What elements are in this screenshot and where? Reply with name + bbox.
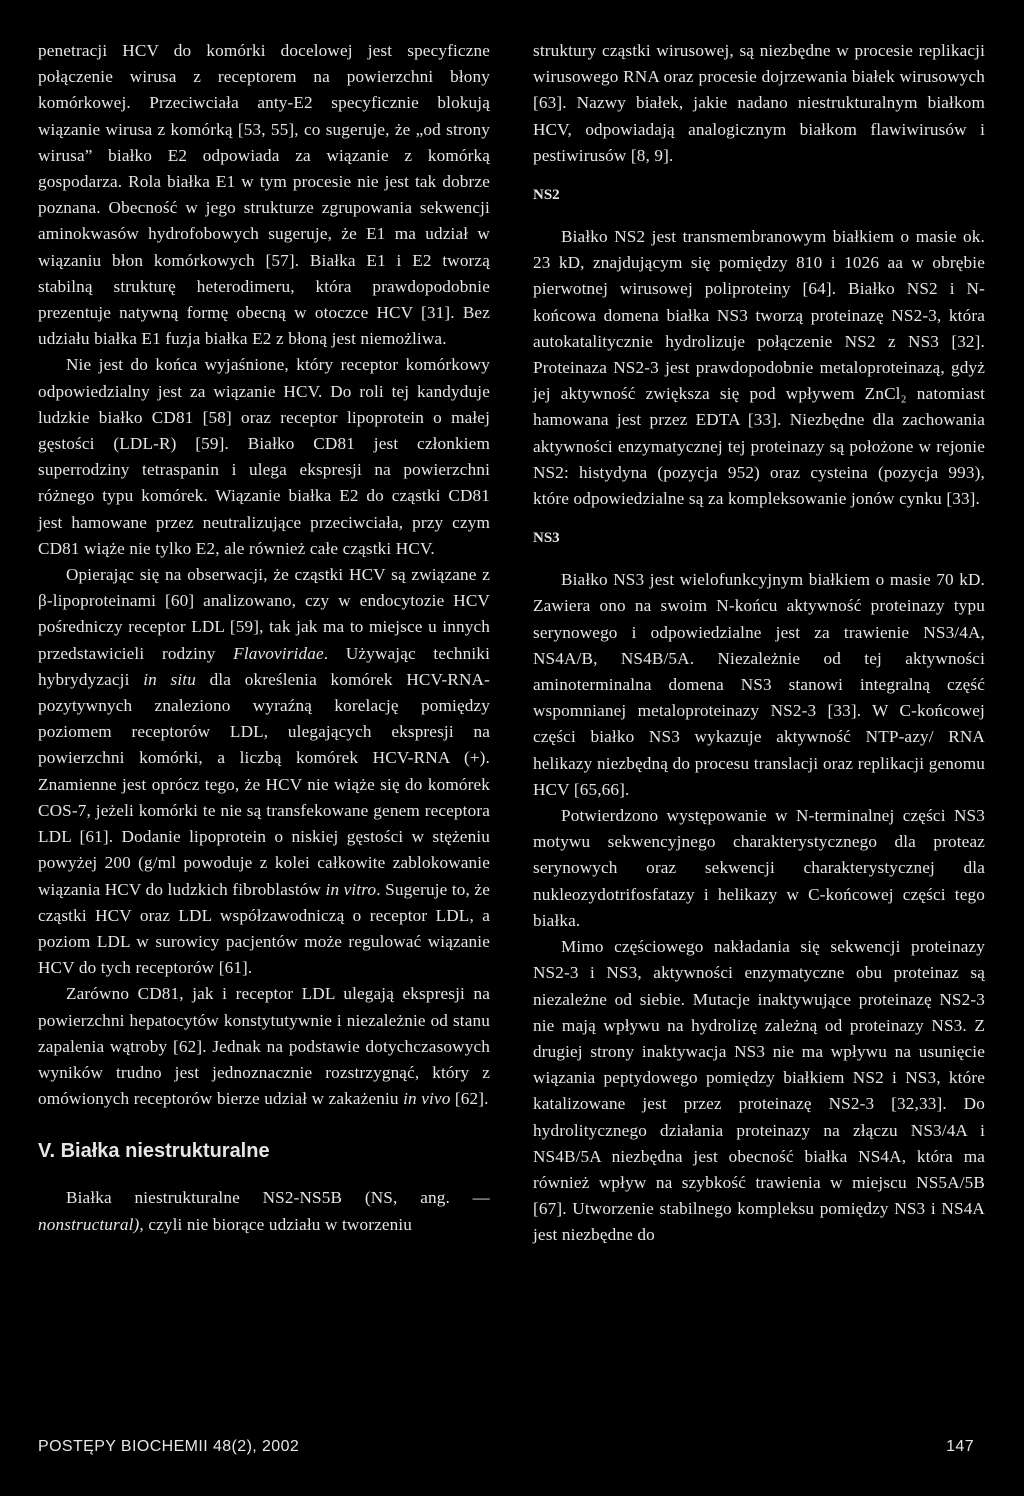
subsection-heading-ns3: NS3 xyxy=(533,530,560,547)
paragraph: Nie jest do końca wyjaśnione, który receptor komórkowy odpowiedzialny jest za wiązanie HCV. Do roli tej kandyduje ludzkie białko CD81 [58] oraz receptor lipoprotein o małej gęstości (LDL-R) [59]. Białko CD81 jest członkiem superrodziny tetraspanin i ulega ekspresji na powierzchni różnego typu komórek. Wiązanie białka E2 do cząstki CD81 jest hamowane przez neutralizujące przeciwciała, przy czym CD81 wiąże nie tylko E2, ale również całe cząstki HCV. xyxy=(38,355,490,558)
subsection-heading-ns2: NS2 xyxy=(533,187,560,204)
paragraph xyxy=(38,562,490,981)
paragraph: Potwierdzono występowanie w N-terminalnej części NS3 motywu sekwencyjnego charakterystycznego dla proteaz serynowych oraz sekwencji charakterystycznej dla nukleozydotrifosfatazy i helikazy w C-końcowej części tego białka. xyxy=(533,806,985,930)
text-run: Białka niestrukturalne NS2-NS5B (NS, ang. — xyxy=(66,1188,490,1208)
italic-term: in vitro xyxy=(325,879,377,899)
text-run: Opierając się na obserwacji, że cząstki HCV są związane z β-lipoproteinami [60] analizowano, czy w endocytozie HCV pośredniczy receptor LDL [59], tak jak ma to miejsce u innych przedstawicieli rodziny xyxy=(38,565,490,663)
text-run: , czyli nie biorące udziału w tworzeniu xyxy=(139,1214,413,1234)
italic-term: in vivo xyxy=(403,1089,451,1109)
paragraph: Białko NS3 jest wielofunkcyjnym białkiem o masie 70 kD. Zawiera ono na swoim N-końcu aktywność proteinazy typu serynowego i odpowiedzialne jest za trawienie NS3/4A, NS4A/B, NS4B/5A. Niezależnie od tej aktywności aminoterminalna domena NS3 stanowi integralną część wspomnianej metaloproteinazy NS2-3 [33]. W C-końcowej części białko NS3 wykazuje aktywność NTP-azy/ RNA helikazy niezbędną do procesu translacji oraz replikacji genomu HCV [65,66]. xyxy=(533,570,985,799)
italic-term: nonstructural) xyxy=(38,1214,140,1234)
italic-term: Flavoviridae xyxy=(233,643,324,663)
text-run: . Sugeruje to, że cząstki HCV oraz LDL współzawodniczą o receptor LDL, a poziom LDL w surowicy pacjentów może regulować wiązanie HCV do tych receptorów [61]. xyxy=(38,879,490,978)
paragraph: penetracji HCV do komórki docelowej jest specyficzne połączenie wirusa z receptorem na powierzchni błony komórkowej. Przeciwciała anty-E2 specyficznie blokują wiązanie wirusa z komórką [53, 55], co sugeruje, że „od strony wirusa” białko E2 odpowiada za wiązanie z komórką gospodarza. Rola białka E1 w tym procesie nie jest tak dobrze poznana. Obecność w jego strukturze zgrupowania sekwencji aminokwasów hydrofobowych sugeruje, że E1 ma udział w wiązaniu błon komórkowych [57]. Białka E1 i E2 tworzą stabilną strukturę heterodimeru, która prawdopodobnie prezentuje natywną formę obecną w otoczce HCV [31]. Bez udziału białka E1 fuzja białka E2 z błoną jest niemożliwa. xyxy=(38,41,490,349)
italic-term: in situ xyxy=(143,669,196,689)
paragraph: Mimo częściowego nakładania się sekwencji proteinazy NS2-3 i NS3, aktywności enzymatyczne obu proteinaz są niezależne od siebie. Mutacje inaktywujące proteinazę NS2-3 nie mają wpływu na hydrolizę zależną od proteinazy NS3. Z drugiej strony inaktywacja NS3 nie ma wpływu na usunięcie wiązania peptydowego pomiędzy białkiem NS2 i NS3, które katalizowane jest przez proteinazę NS2-3 [32,33]. Do hydrolitycznego działania proteinazy na złączu NS3/4A i NS4B/5A niezbędna jest obecność białka NS4A, która ma również wpływ na szybkość trawienia w miejscu NS5A/5B [67]. Utworzenie stabilnego kompleksu pomiędzy NS3 i NS4A jest niezbędne do xyxy=(533,937,985,1245)
section-heading: V. Białka niestrukturalne xyxy=(38,1140,270,1163)
left-column xyxy=(38,38,490,1238)
journal-citation: POSTĘPY BIOCHEMII 48(2), 2002 xyxy=(38,1438,300,1455)
text-run: dla określenia komórek HCV-RNA-pozytywnych znaleziono wyraźną korelację pomiędzy poziomem receptorów LDL, ulegających ekspresji na powierzchni komórki, a liczbą komórek HCV-RNA (+). Znamienne jest oprócz tego, że HCV nie wiąże się do komórek COS-7, jeżeli komórki te nie są transfekowane genem receptora LDL [61]. Dodanie lipoprotein o niskiej gęstości w stężeniu powyżej 200 (g/ml powoduje z kolei całkowite zablokowanie wiązania HCV do ludzkich fibroblastów xyxy=(38,669,490,899)
page-footer xyxy=(38,1438,974,1456)
text-run: . Używając techniki hybrydyzacji xyxy=(38,643,490,689)
paragraph: struktury cząstki wirusowej, są niezbędne w procesie replikacji wirusowego RNA oraz procesie dojrzewania białek wirusowych [63]. Nazwy białek, jakie nadano niestrukturalnym białkom HCV, odpowiadają analogicznym białkom flawiwirusów i pestiwirusów [8, 9]. xyxy=(533,41,985,165)
page-number: 147 xyxy=(946,1438,974,1455)
paragraph xyxy=(38,1185,490,1237)
right-column xyxy=(533,38,985,1249)
paragraph xyxy=(38,981,490,1112)
paragraph: Białko NS2 jest transmembranowym białkiem o masie ok. 23 kD, znajdującym się pomiędzy 810 i 1026 aa w obrębie pierwotnej wirusowej poliproteiny [64]. Białko NS2 i N-końcowa domena białka NS3 tworzą proteinazę NS2-3, która autokatalitycznie hydrolizuje połączenie NS2 z NS3 [32]. Proteinaza NS2-3 jest prawdopodobnie metaloproteinazą, gdyż jej aktywność zwiększa się pod wpływem ZnCl₂ natomiast hamowana jest przez EDTA [33]. Niezbędne dla zachowania aktywności enzymatycznej tej proteinazy są położone w rejonie NS2: histydyna (pozycja 952) oraz cysteina (pozycja 993), które odpowiedzialne są za kompleksowanie jonów cynku [33]. xyxy=(533,227,985,509)
text-run: Zarówno CD81, jak i receptor LDL ulegają ekspresji na powierzchni hepatocytów konstytutywnie i niezależnie od stanu zapalenia wątroby [62]. Jednak na podstawie dotychczasowych wyników trudno jest jednoznacznie rozstrzygnąć, który z omówionych receptorów bierze udział w zakażeniu xyxy=(38,984,490,1109)
text-run: [62]. xyxy=(450,1089,489,1109)
